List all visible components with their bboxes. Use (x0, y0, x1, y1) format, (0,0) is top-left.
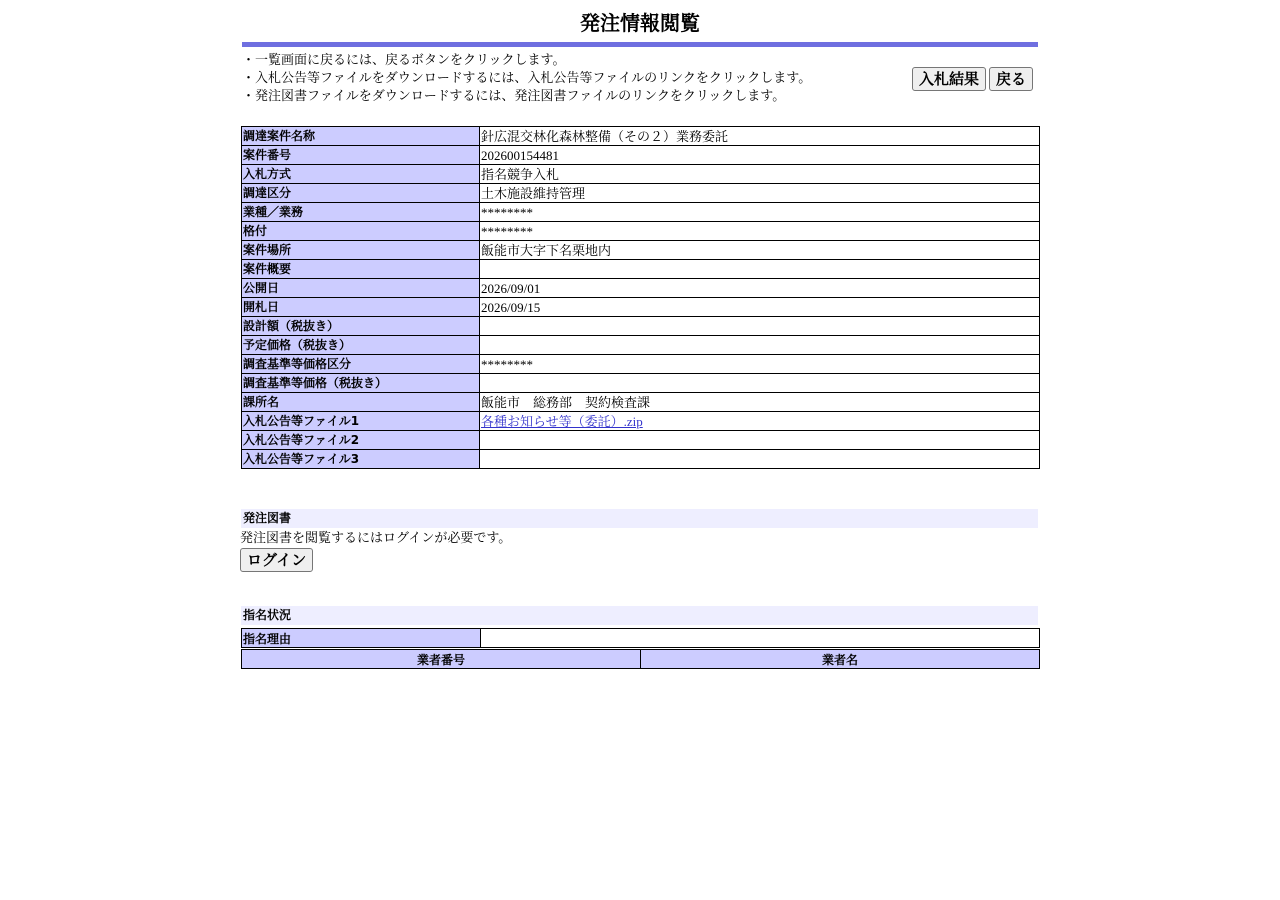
detail-value: 飯能市大字下名栗地内 (480, 241, 1040, 260)
column-header-vendor-name: 業者名 (641, 650, 1040, 669)
nomination-reason-table (241, 628, 1040, 648)
back-button[interactable]: 戻る (989, 67, 1033, 91)
detail-label: 案件番号 (242, 146, 480, 165)
nomination-heading: 指名状況 (241, 606, 1038, 625)
detail-value: 2026/09/01 (480, 279, 1040, 298)
detail-label: 調達案件名称 (242, 127, 480, 146)
detail-label: 課所名 (242, 393, 480, 412)
bid-result-button[interactable]: 入札結果 (912, 67, 986, 91)
detail-value (480, 260, 1040, 279)
detail-label: 案件概要 (242, 260, 480, 279)
detail-value (480, 374, 1040, 393)
detail-label: 入札公告等ファイル3 (242, 450, 480, 469)
detail-value: 針広混交林化森林整備（その２）業務委託 (480, 127, 1040, 146)
detail-value (480, 450, 1040, 469)
detail-label: 格付 (242, 222, 480, 241)
title-underline (242, 42, 1038, 47)
detail-row (242, 146, 1040, 165)
file-download-link[interactable]: 各種お知らせ等（委託）.zip (481, 413, 643, 429)
action-buttons (912, 67, 1033, 91)
instructions (242, 52, 882, 106)
detail-label: 案件場所 (242, 241, 480, 260)
detail-row (242, 355, 1040, 374)
detail-row (242, 431, 1040, 450)
vendor-table (241, 649, 1040, 669)
detail-value: 飯能市 総務部 契約検査課 (480, 393, 1040, 412)
detail-label: 調査基準等価格区分 (242, 355, 480, 374)
detail-label: 入札公告等ファイル1 (242, 412, 480, 431)
detail-row (242, 450, 1040, 469)
detail-value: 2026/09/15 (480, 298, 1040, 317)
drawings-heading: 発注図書 (241, 509, 1038, 528)
detail-value: 指名競争入札 (480, 165, 1040, 184)
instruction-line: ・入札公告等ファイルをダウンロードするには、入札公告等ファイルのリンクをクリックします。 (242, 71, 812, 86)
detail-value (480, 317, 1040, 336)
detail-row (242, 241, 1040, 260)
detail-label: 調査基準等価格（税抜き） (242, 374, 480, 393)
detail-row (242, 374, 1040, 393)
detail-value: 土木施設維持管理 (480, 184, 1040, 203)
detail-value: 202600154481 (480, 146, 1040, 165)
detail-label: 入札公告等ファイル2 (242, 431, 480, 450)
login-required-note: 発注図書を閲覧するにはログインが必要です。 (240, 531, 512, 546)
detail-label: 調達区分 (242, 184, 480, 203)
login-button[interactable]: ログイン (240, 548, 313, 572)
detail-row (242, 298, 1040, 317)
detail-label: 開札日 (242, 298, 480, 317)
detail-value (480, 336, 1040, 355)
page-title: 発注情報閲覧 (580, 13, 700, 35)
detail-label: 予定価格（税抜き） (242, 336, 480, 355)
detail-row (242, 317, 1040, 336)
detail-label: 設計額（税抜き） (242, 317, 480, 336)
detail-value: ******** (480, 222, 1040, 241)
order-details-table (241, 126, 1040, 469)
detail-row (242, 165, 1040, 184)
nomination-reason-value (481, 629, 1040, 648)
detail-value: ******** (480, 355, 1040, 374)
detail-row (242, 184, 1040, 203)
instruction-line: ・一覧画面に戻るには、戻るボタンをクリックします。 (242, 53, 566, 68)
detail-label: 業種／業務 (242, 203, 480, 222)
detail-row (242, 203, 1040, 222)
detail-row (242, 412, 1040, 431)
detail-row (242, 260, 1040, 279)
detail-row (242, 279, 1040, 298)
nomination-reason-label: 指名理由 (242, 629, 481, 648)
detail-row (242, 222, 1040, 241)
detail-row (242, 336, 1040, 355)
detail-value (480, 431, 1040, 450)
detail-row (242, 393, 1040, 412)
detail-label: 公開日 (242, 279, 480, 298)
detail-value (480, 412, 1040, 431)
detail-value: ******** (480, 203, 1040, 222)
detail-label: 入札方式 (242, 165, 480, 184)
instruction-line: ・発注図書ファイルをダウンロードするには、発注図書ファイルのリンクをクリックします。 (242, 89, 786, 104)
detail-row (242, 127, 1040, 146)
column-header-vendor-number: 業者番号 (242, 650, 641, 669)
